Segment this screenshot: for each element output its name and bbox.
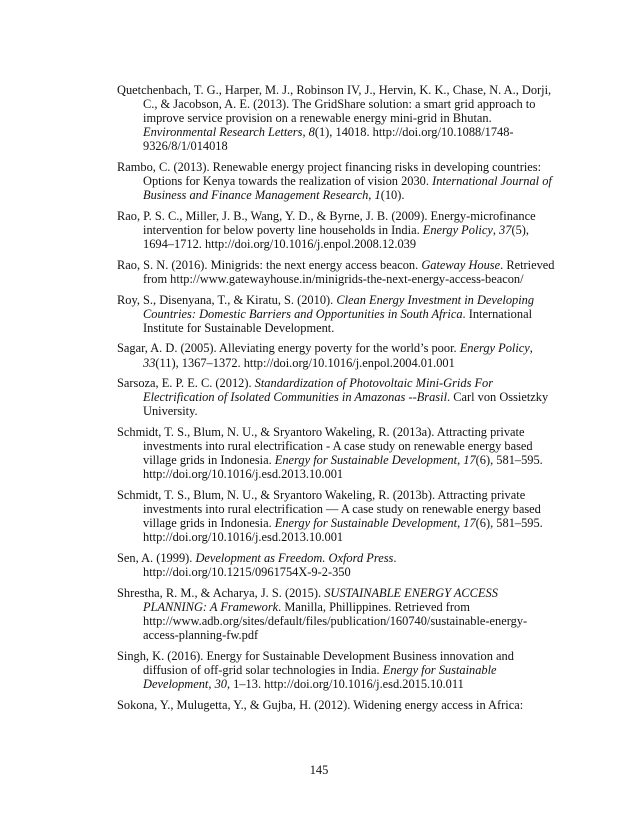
reference-italic-text: Energy for Sustainable Development <box>274 453 458 468</box>
reference-entry <box>117 649 557 691</box>
reference-text: . Manilla, Phillippines. Retrieved from http://www.adb.org/sites/default/files/publication/160740/sustainable-energy-access-planning-fw.pdf <box>143 599 528 643</box>
reference-text: (6), 581–595. http://doi.org/10.1016/j.esd.2013.10.001 <box>143 516 543 545</box>
reference-italic-text: Clean Energy Investment in Developing Countries: Domestic Barriers and Opportunities in South Africa <box>143 292 535 321</box>
reference-text: Sarsoza, E. P. E. C. (2012). <box>117 376 255 391</box>
reference-entry <box>117 209 557 251</box>
reference-text: Schmidt, T. S., Blum, N. U., & Sryantoro Wakeling, R. (2013a). Attracting private investments into rural electrification - A case study on renewable energy based village grids in Indonesia. <box>117 425 533 468</box>
reference-text: , <box>529 341 533 356</box>
reference-entry <box>117 258 557 286</box>
reference-entry <box>117 698 557 712</box>
reference-italic-text: 37 <box>499 223 512 238</box>
reference-text: , <box>457 453 464 468</box>
reference-text: Sokona, Y., Mulugetta, Y., & Gujba, H. (2012). Widening energy access in Africa: <box>117 697 524 712</box>
reference-text: Shrestha, R. M., & Acharya, J. S. (2015). <box>117 585 325 600</box>
reference-text: (10). <box>380 188 405 203</box>
reference-text: Sen, A. (1999). <box>117 551 196 566</box>
reference-entry <box>117 160 557 202</box>
reference-italic-text: 17 <box>463 516 476 531</box>
reference-text: , <box>302 125 309 140</box>
reference-text: Roy, S., Disenyana, T., & Kiratu, S. (2010). <box>117 292 337 307</box>
reference-text: . International Institute for Sustainable Development. <box>143 306 533 335</box>
reference-italic-text: Gateway House <box>421 257 501 272</box>
reference-entry <box>117 83 557 153</box>
reference-text: Sagar, A. D. (2005). Alleviating energy poverty for the world’s poor. <box>117 341 460 356</box>
reference-italic-text: 8 <box>308 125 315 140</box>
reference-italic-text: Energy Policy <box>459 341 530 356</box>
reference-text: . http://doi.org/10.1215/0961754X-9-2-350 <box>143 551 397 580</box>
reference-entry <box>117 425 557 481</box>
reference-text: (1), 14018. http://doi.org/10.1088/1748-9326/8/1/014018 <box>143 125 514 154</box>
reference-italic-text: International Journal of Business and Finance Management Research <box>143 174 552 203</box>
reference-text: Schmidt, T. S., Blum, N. U., & Sryantoro Wakeling, R. (2013b). Attracting private investments into rural electrification — A case study on renewable energy based village grids in Indonesia. <box>117 488 541 531</box>
reference-text: , <box>492 223 500 238</box>
reference-text: (5), 1694–1712. http://doi.org/10.1016/j.enpol.2008.12.039 <box>143 223 529 252</box>
reference-italic-text: Energy for Sustainable Development <box>274 516 458 531</box>
reference-italic-text: SUSTAINABLE ENERGY ACCESS PLANNING: A Framework <box>143 585 498 614</box>
reference-text: , <box>368 188 375 203</box>
reference-italic-text: Standardization of Photovoltaic Mini-Grids For Electrification of Isolated Communities in Amazonas --Brasil <box>143 376 494 405</box>
reference-text: Quetchenbach, T. G., Harper, M. J., Robinson IV, J., Hervin, K. K., Chase, N. A., Dorji, C., & Jacobson, A. E. (2013). The GridShare solution: a smart grid approach to improve service provision on a renewable energy mini-grid in Bhutan. <box>117 83 552 126</box>
reference-entry <box>117 293 557 335</box>
reference-italic-text: 17 <box>463 453 476 468</box>
reference-italic-text: 30 <box>214 677 227 691</box>
reference-text: (11), 1367–1372. http://doi.org/10.1016/j.enpol.2004.01.001 <box>155 355 455 370</box>
reference-text: Rao, P. S. C., Miller, J. B., Wang, Y. D., & Byrne, J. B. (2009). Energy-microfinance intervention for below poverty line households in India. <box>117 208 536 238</box>
reference-entry <box>117 586 557 642</box>
reference-italic-text: Energy Policy <box>422 223 493 238</box>
reference-text: Rao, S. N. (2016). Minigrids: the next energy access beacon. <box>117 257 422 272</box>
reference-text: Rambo, C. (2013). Renewable energy project financing risks in developing countries: Options for Kenya towards the realization of vision 2030. <box>117 160 542 189</box>
reference-entry <box>117 488 557 544</box>
reference-entry <box>117 376 557 418</box>
reference-text: . Carl von Ossietzky University. <box>143 390 549 419</box>
reference-entry <box>117 341 557 369</box>
reference-italic-text: Development as Freedom. Oxford Press <box>195 551 394 566</box>
reference-italic-text: Environmental Research Letters <box>143 125 303 140</box>
reference-italic-text: 33 <box>143 355 156 370</box>
reference-text: Singh, K. (2016). Energy for Sustainable Development Business innovation and diffusion of off-grid solar technologies in India. <box>117 648 514 677</box>
reference-text: (6), 581–595. http://doi.org/10.1016/j.esd.2013.10.001 <box>143 453 543 482</box>
reference-list <box>117 83 557 718</box>
reference-entry <box>117 551 557 579</box>
reference-italic-text: 1 <box>374 188 381 203</box>
reference-italic-text: Energy for Sustainable Development <box>143 662 497 691</box>
reference-text: , <box>457 516 464 531</box>
reference-text: . Retrieved from http://www.gatewayhouse.in/minigrids-the-next-energy-access-beacon/ <box>143 257 555 286</box>
reference-text: , <box>208 677 215 691</box>
page-number: 145 <box>309 763 329 777</box>
reference-text: , 1–13. http://doi.org/10.1016/j.esd.2015.10.011 <box>226 677 464 691</box>
